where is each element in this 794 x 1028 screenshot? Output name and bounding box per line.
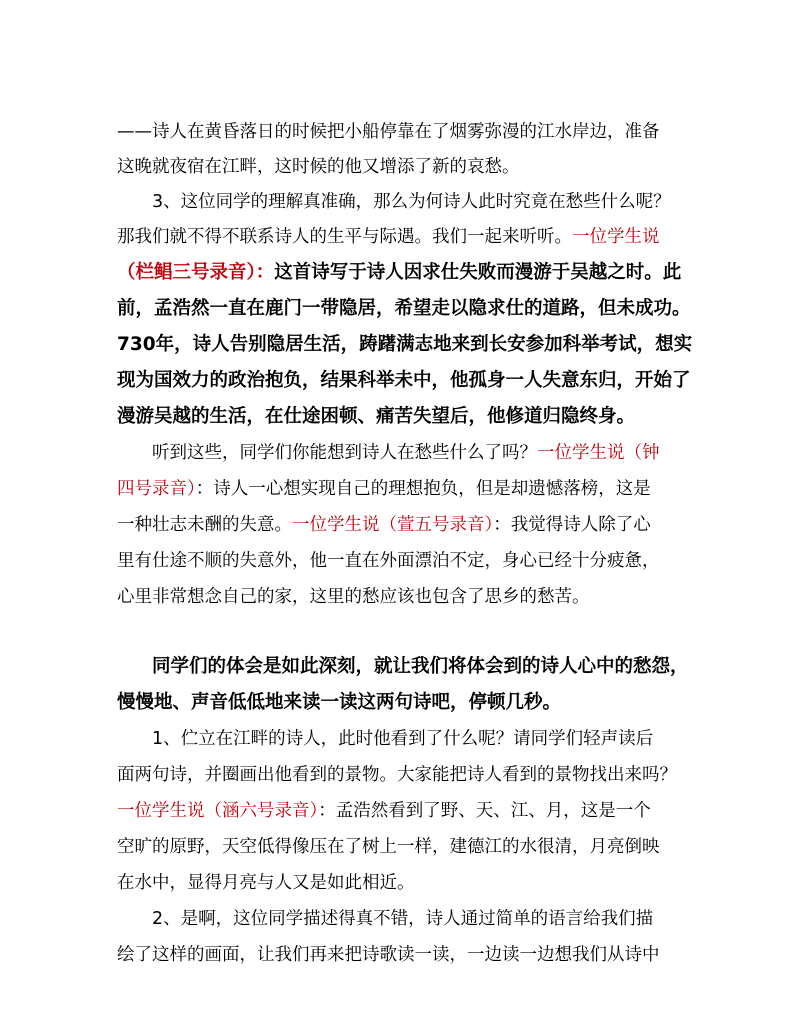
text-run: 1、伫立在江畔的诗人，此时他看到了什么呢？请同学们轻声读后 <box>152 729 654 749</box>
text-line <box>117 940 660 970</box>
text-line <box>117 832 660 862</box>
text-line <box>117 546 660 576</box>
text-run: ：诗人一心想实现自己的理想抱负，但是却遗憾落榜，这是 <box>195 479 651 499</box>
text-line <box>117 294 691 324</box>
text-run: 听到这些，同学们你能想到诗人在愁些什么了吗？ <box>152 443 537 463</box>
text-run: ：孟浩然看到了野、天、江、月，这是一个 <box>318 801 651 821</box>
text-line <box>117 510 651 540</box>
student-speaker-label: 一位学生说（萱五号录音） <box>292 515 494 535</box>
student-speaker-label: 一位学生说 <box>572 227 660 247</box>
text-line <box>117 366 691 396</box>
text-run: 同学们的体会是如此深刻，就让我们将体会到的诗人心中的愁怨， <box>152 656 689 677</box>
text-run: 面两句诗，并圈画出他看到的景物。大家能把诗人看到的景物找出来吗？ <box>117 765 677 785</box>
recording-label: 四号录音） <box>117 479 196 499</box>
text-run: 这首诗写于诗人因求仕失败而漫游于吴越之时。此 <box>274 262 682 283</box>
text-line <box>117 258 681 288</box>
text-line <box>117 868 415 898</box>
text-line <box>117 330 692 360</box>
text-run: 730年，诗人告别隐居生活，踌躇满志地来到长安参加科举考试，想实 <box>117 334 693 355</box>
text-line <box>152 904 653 934</box>
text-line <box>117 474 651 504</box>
text-line <box>117 152 520 182</box>
text-run: 空旷的原野，天空低得像压在了树上一样，建德江的水很清，月亮倒映 <box>117 837 660 857</box>
student-speaker-label: 一位学生说（涵六号录音） <box>117 801 319 821</box>
text-run: 这晚就夜宿在江畔，这时候的他又增添了新的哀愁。 <box>117 157 520 177</box>
text-run: 前，孟浩然一直在鹿门一带隐居，希望走以隐求仕的道路，但未成功。 <box>117 298 691 319</box>
text-line <box>117 222 660 252</box>
text-line <box>117 760 677 790</box>
recording-label: （栏鲳三号录音）： <box>117 262 275 283</box>
text-run: 慢慢地、声音低低地来读一读这两句诗吧，停顿几秒。 <box>117 692 562 713</box>
text-run: ：我觉得诗人除了心 <box>493 515 651 535</box>
text-run: 一种壮志未酬的失意。 <box>117 515 292 535</box>
text-run: 那我们就不得不联系诗人的生平与际遇。我们一起来听听。 <box>117 227 572 247</box>
text-line <box>117 796 651 826</box>
text-run: 在水中，显得月亮与人又是如此相近。 <box>117 873 415 893</box>
text-line <box>152 652 689 682</box>
text-line <box>117 402 635 432</box>
text-run: ——诗人在黄昏落日的时候把小船停靠在了烟雾弥漫的江水岸边，准备 <box>117 122 660 142</box>
text-run: 2、是啊，这位同学描述得真不错，诗人通过简单的语言给我们描 <box>152 909 654 929</box>
text-run: 心里非常想念自己的家，这里的愁应该也包含了思乡的愁苦。 <box>117 587 590 607</box>
text-run: 现为国效力的政治抱负，结果科举未中，他孤身一人失意东归，开始了 <box>117 370 691 391</box>
text-run: 里有仕途不顺的失意外，他一直在外面漂泊不定，身心已经十分疲惫， <box>117 551 660 571</box>
text-run: 绘了这样的画面，让我们再来把诗歌读一读，一边读一边想我们从诗中 <box>117 945 660 965</box>
text-run: 漫游吴越的生活，在仕途困顿、痛苦失望后，他修道归隐终身。 <box>117 406 636 427</box>
text-line <box>152 724 653 754</box>
text-line <box>117 117 660 147</box>
student-speaker-label: 一位学生说（钟 <box>537 443 660 463</box>
text-run: 3、这位同学的理解真准确，那么为何诗人此时究竟在愁些什么呢？ <box>152 192 671 212</box>
text-line <box>117 688 561 718</box>
text-line <box>117 582 590 612</box>
text-line <box>152 438 660 468</box>
text-line <box>152 187 671 217</box>
